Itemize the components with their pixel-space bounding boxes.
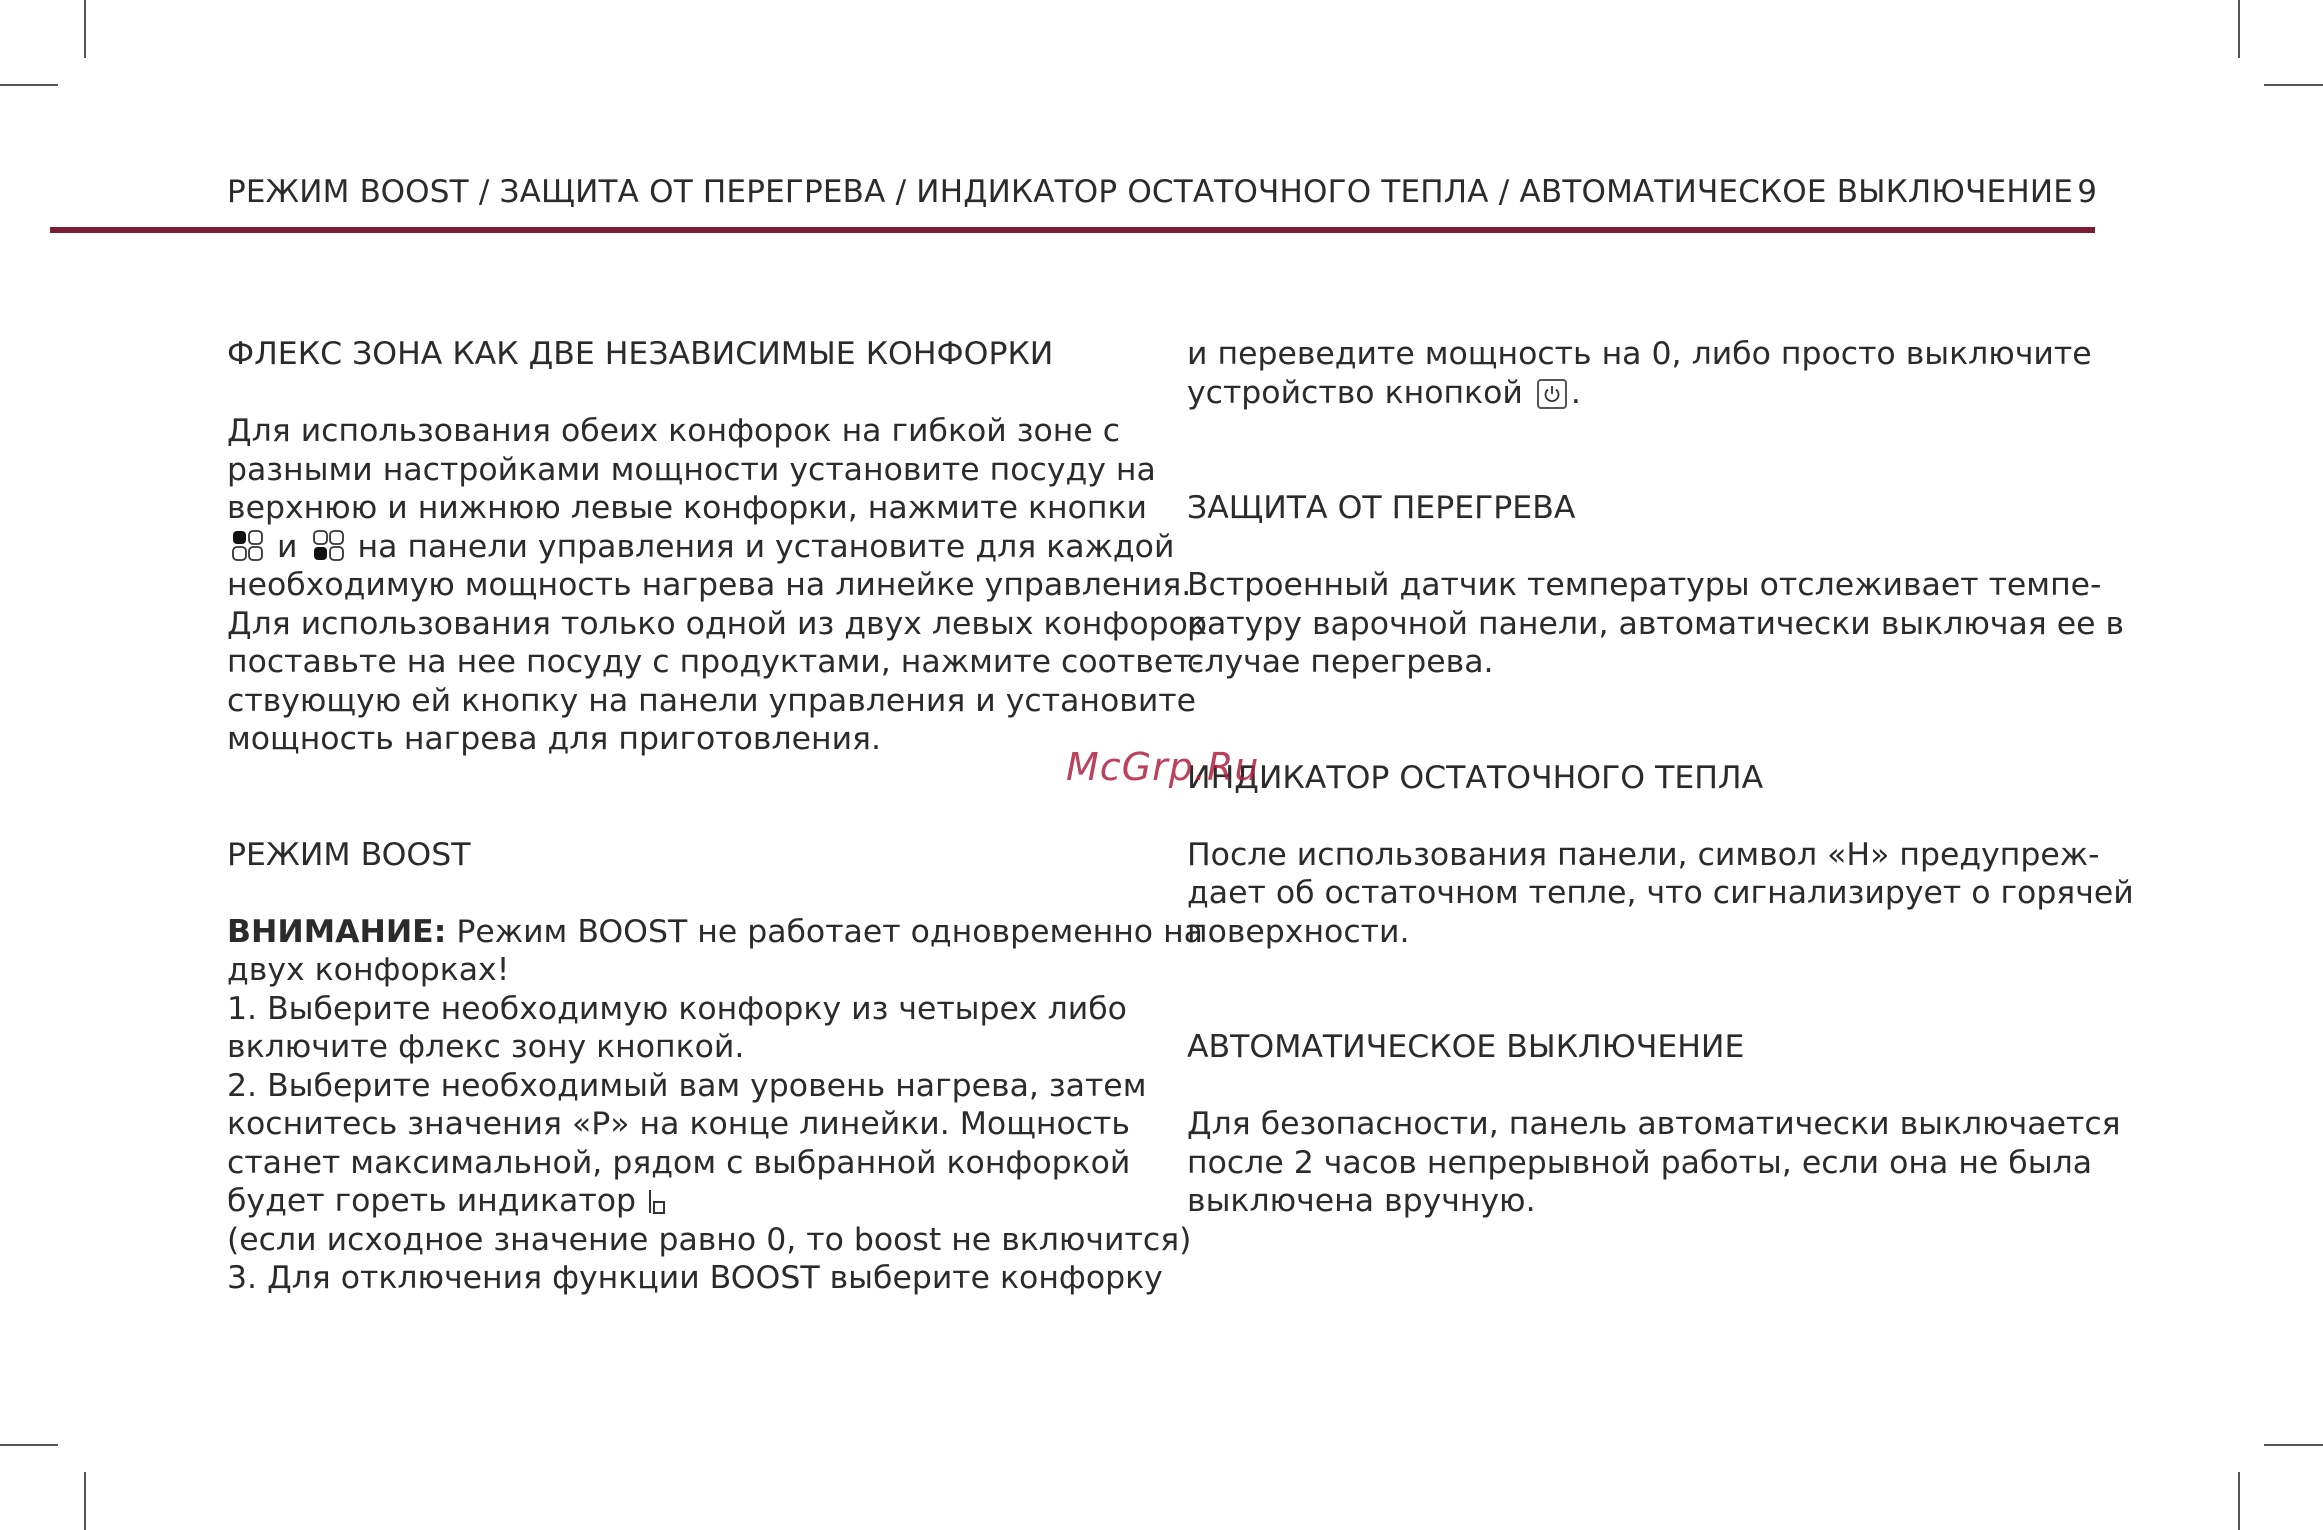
burner-bottom-left-icon <box>308 529 348 563</box>
right-column <box>1187 335 2134 1221</box>
crop-mark <box>84 0 86 58</box>
boost-indicator-icon <box>646 1187 668 1217</box>
crop-mark <box>2238 0 2240 58</box>
paragraph-line: двух конфорках! <box>227 952 510 988</box>
paragraph-line: станет максимальной, рядом с выбранной конфоркой <box>227 1144 1131 1181</box>
crop-mark <box>84 1472 86 1530</box>
page-number: 9 <box>2077 174 2097 210</box>
paragraph-line: поставьте на нее посуду с продуктами, нажмите соответ- <box>227 644 1203 680</box>
crop-mark <box>0 1444 58 1446</box>
paragraph-line: 1. Выберите необходимую конфорку из четырех либо <box>227 990 1127 1027</box>
paragraph-line: ствующую ей кнопку на панели управления и установите <box>227 682 1197 719</box>
paragraph-text: . <box>1570 374 1581 411</box>
power-icon <box>1537 379 1567 409</box>
header-rule <box>50 227 2095 233</box>
watermark: McGrp.Ru <box>1066 745 1260 789</box>
section-heading-residual: ИНДИКАТОР ОСТАТОЧНОГО ТЕПЛА <box>1187 759 1764 796</box>
header-title: РЕЖИМ BOOST / ЗАЩИТА ОТ ПЕРЕГРЕВА / ИНДИКАТОР ОСТАТОЧНОГО ТЕПЛА / АВТОМАТИЧЕСКОЕ ВЫКЛЮЧЕНИЕ <box>227 174 2074 210</box>
paragraph-line: мощность нагрева для приготовления. <box>227 721 882 757</box>
paragraph-line: 3. Для отключения функции BOOST выберите конфорку <box>227 1260 1163 1296</box>
paragraph-line: поверхности. <box>1187 913 1410 950</box>
paragraph-line: Для использования только одной из двух левых конфорок <box>227 605 1207 642</box>
section-heading-flex: ФЛЕКС ЗОНА КАК ДВЕ НЕЗАВИСИМЫЕ КОНФОРКИ <box>227 336 1054 372</box>
paragraph-line: Для использования обеих конфорок на гибкой зоне с <box>227 413 1121 449</box>
paragraph-line: включите флекс зону кнопкой. <box>227 1029 745 1065</box>
paragraph-line: верхнюю и нижнюю левые конфорки, нажмите кнопки <box>227 490 1147 526</box>
icon-conjunction: и <box>277 528 298 565</box>
warning-label: ВНИМАНИЕ: <box>227 913 447 950</box>
paragraph-text: устройство кнопкой <box>1187 374 1523 411</box>
paragraph-line: Встроенный датчик температуры отслеживает темпе- <box>1187 567 2102 603</box>
crop-mark <box>2264 1444 2323 1446</box>
paragraph-line: 2. Выберите необходимый вам уровень нагрева, затем <box>227 1067 1147 1104</box>
paragraph-text: будет гореть индикатор <box>227 1183 636 1219</box>
paragraph-text: на панели управления и установите для каждой <box>357 528 1175 565</box>
paragraph-line-icons <box>227 528 1175 567</box>
section-heading-overheat: ЗАЩИТА ОТ ПЕРЕГРЕВА <box>1187 490 1576 526</box>
paragraph-line: случае перегрева. <box>1187 644 1494 680</box>
paragraph-line: дает об остаточном тепле, что сигнализирует о горячей <box>1187 875 2134 911</box>
section-heading-boost: РЕЖИМ BOOST <box>227 836 471 873</box>
burner-top-left-icon <box>227 529 267 563</box>
paragraph-line: (если исходное значение равно 0, то boost не включится) <box>227 1221 1192 1258</box>
paragraph-line: после 2 часов непрерывной работы, если она не была <box>1187 1144 2093 1181</box>
paragraph-line: ратуру варочной панели, автоматически выключая ее в <box>1187 605 2125 642</box>
paragraph-line: разными настройками мощности установите посуду на <box>227 451 1156 488</box>
warning-line <box>227 913 1203 952</box>
paragraph-line: коснитесь значения «Р» на конце линейки. Мощность <box>227 1106 1130 1142</box>
section-heading-auto-off: АВТОМАТИЧЕСКОЕ ВЫКЛЮЧЕНИЕ <box>1187 1029 1745 1065</box>
paragraph-line-indicator <box>227 1182 1157 1221</box>
page-header <box>227 174 2097 218</box>
crop-mark <box>2238 1472 2240 1530</box>
paragraph-line: и переведите мощность на 0, либо просто выключите <box>1187 336 2092 372</box>
paragraph-line: Для безопасности, панель автоматически выключается <box>1187 1106 2121 1142</box>
paragraph-line-power <box>1187 374 2067 413</box>
crop-mark <box>2264 84 2323 86</box>
paragraph-line: необходимую мощность нагрева на линейке управления. <box>227 567 1192 603</box>
warning-text: Режим BOOST не работает одновременно на <box>446 913 1203 950</box>
paragraph-line: выключена вручную. <box>1187 1183 1536 1219</box>
paragraph-line: После использования панели, символ «Н» предупреж- <box>1187 836 2100 873</box>
crop-mark <box>0 84 58 86</box>
